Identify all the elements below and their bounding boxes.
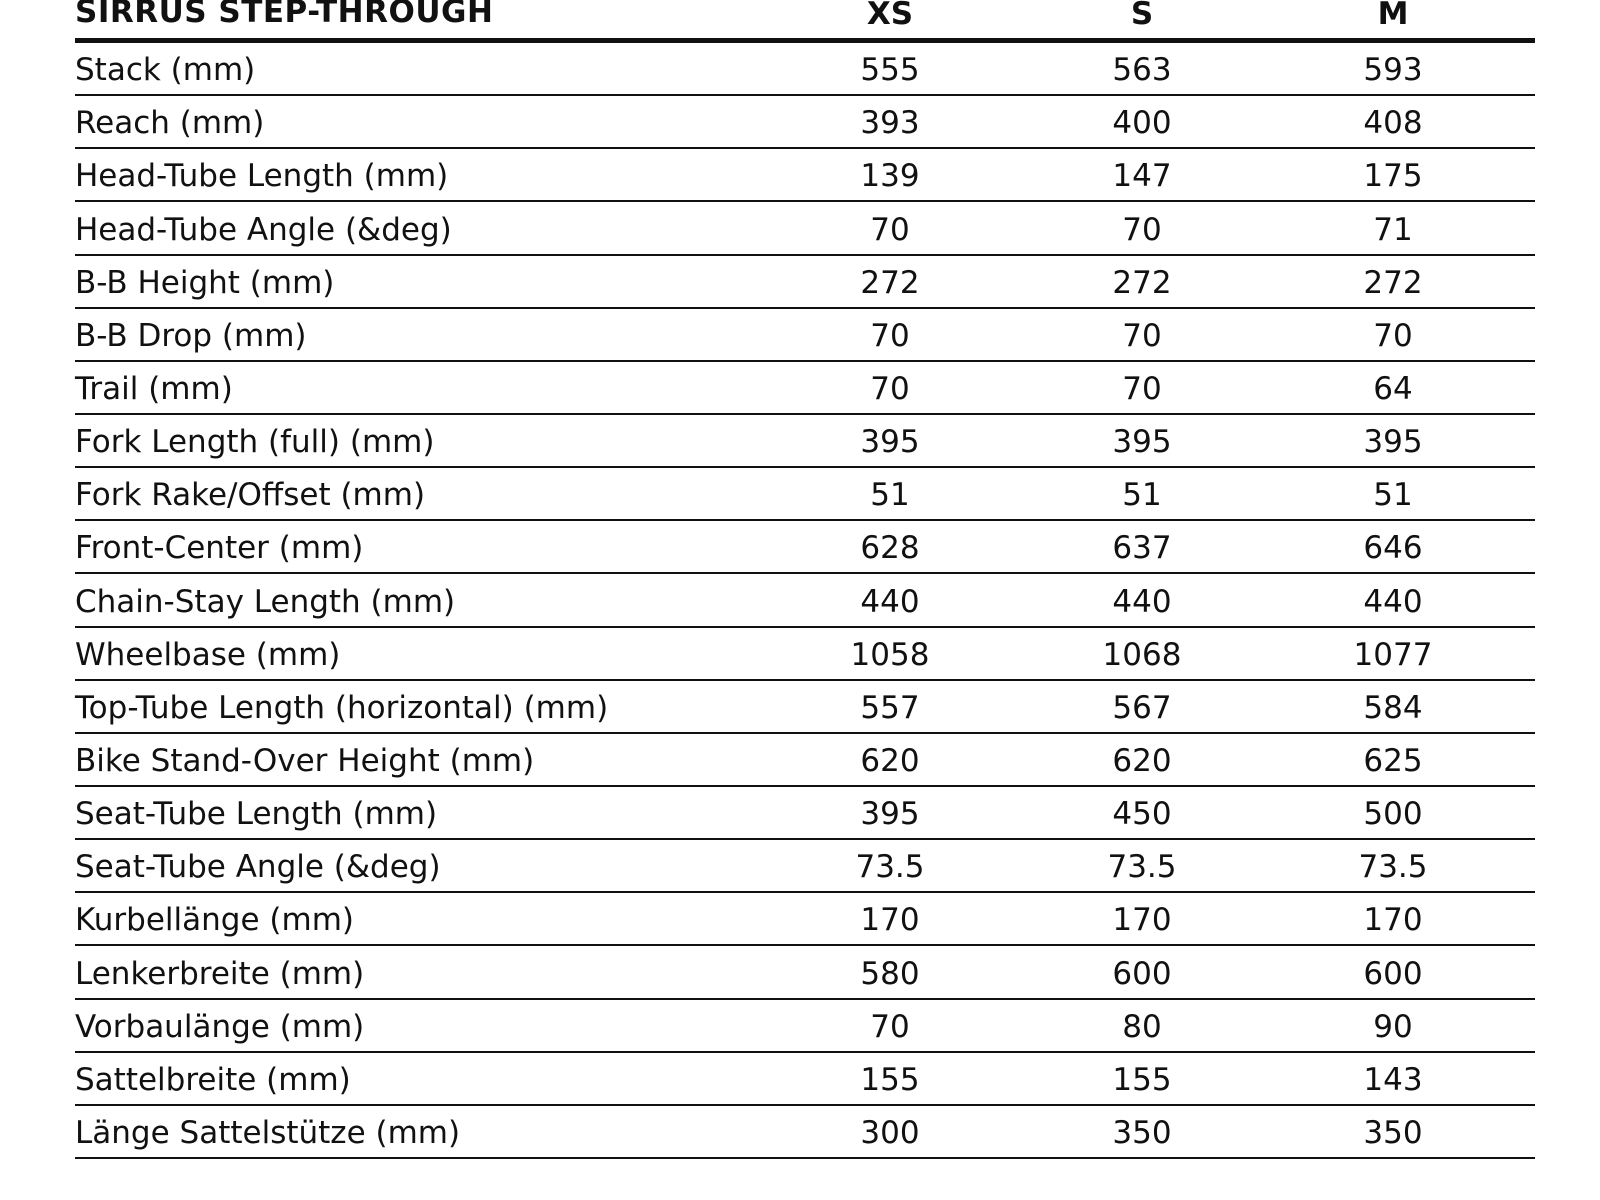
table-row — [75, 521, 1535, 574]
row-value-xs: 272 — [860, 264, 920, 301]
row-label: Head-Tube Angle (&deg) — [75, 211, 452, 248]
row-value-s: 272 — [1112, 264, 1172, 301]
size-header-s: S — [1130, 0, 1154, 32]
row-value-m: 170 — [1363, 902, 1423, 939]
row-value-s: 70 — [1122, 211, 1162, 248]
row-value-xs: 440 — [860, 583, 920, 620]
table-header — [75, 0, 1535, 43]
row-label: Fork Length (full) (mm) — [75, 424, 435, 461]
row-value-s: 1068 — [1102, 636, 1182, 673]
row-label: Sattelbreite (mm) — [75, 1061, 351, 1098]
row-label: Lenkerbreite (mm) — [75, 955, 365, 992]
row-label: Trail (mm) — [75, 370, 233, 407]
row-value-m: 64 — [1373, 370, 1413, 407]
table-row — [75, 1000, 1535, 1053]
row-label: Kurbellänge (mm) — [75, 902, 354, 939]
row-value-s: 147 — [1112, 158, 1172, 195]
table-row — [75, 734, 1535, 787]
row-value-s: 80 — [1122, 1008, 1162, 1045]
row-value-s: 70 — [1122, 317, 1162, 354]
table-row — [75, 628, 1535, 681]
table-row — [75, 681, 1535, 734]
row-value-xs: 70 — [870, 317, 910, 354]
row-value-xs: 139 — [860, 158, 920, 195]
size-header-m: M — [1377, 0, 1409, 32]
row-label: Head-Tube Length (mm) — [75, 158, 449, 195]
row-value-xs: 155 — [860, 1061, 920, 1098]
row-value-m: 500 — [1363, 796, 1423, 833]
table-row — [75, 1053, 1535, 1106]
row-value-s: 440 — [1112, 583, 1172, 620]
row-label: Reach (mm) — [75, 105, 265, 142]
row-value-s: 600 — [1112, 955, 1172, 992]
row-label: Stack (mm) — [75, 52, 256, 89]
row-value-s: 567 — [1112, 689, 1172, 726]
table-row — [75, 309, 1535, 362]
row-value-xs: 580 — [860, 955, 920, 992]
row-value-s: 395 — [1112, 424, 1172, 461]
row-value-s: 350 — [1112, 1114, 1172, 1151]
size-header-xs: XS — [866, 0, 914, 32]
row-value-xs: 395 — [860, 424, 920, 461]
row-label: Front-Center (mm) — [75, 530, 364, 567]
row-value-xs: 1058 — [850, 636, 930, 673]
row-value-s: 170 — [1112, 902, 1172, 939]
row-value-m: 1077 — [1353, 636, 1433, 673]
table-row — [75, 256, 1535, 309]
row-value-m: 593 — [1363, 52, 1423, 89]
table-row — [75, 840, 1535, 893]
row-value-xs: 395 — [860, 796, 920, 833]
row-value-xs: 628 — [860, 530, 920, 567]
row-value-s: 70 — [1122, 370, 1162, 407]
row-value-m: 646 — [1363, 530, 1423, 567]
row-value-m: 350 — [1363, 1114, 1423, 1151]
table-body — [75, 43, 1535, 1159]
row-value-xs: 393 — [860, 105, 920, 142]
row-value-m: 408 — [1363, 105, 1423, 142]
row-value-s: 73.5 — [1107, 849, 1177, 886]
row-label: B-B Drop (mm) — [75, 317, 307, 354]
row-label: B-B Height (mm) — [75, 264, 335, 301]
row-label: Wheelbase (mm) — [75, 636, 341, 673]
table-row — [75, 96, 1535, 149]
row-value-xs: 70 — [870, 370, 910, 407]
table-row — [75, 787, 1535, 840]
row-label: Länge Sattelstütze (mm) — [75, 1114, 461, 1151]
table-title: SIRRUS STEP-THROUGH — [75, 0, 494, 30]
row-value-s: 637 — [1112, 530, 1172, 567]
row-value-xs: 51 — [870, 477, 910, 514]
row-label: Top-Tube Length (horizontal) (mm) — [75, 689, 609, 726]
row-value-s: 563 — [1112, 52, 1172, 89]
table-row — [75, 149, 1535, 202]
row-value-s: 51 — [1122, 477, 1162, 514]
row-label: Bike Stand-Over Height (mm) — [75, 742, 535, 779]
table-row — [75, 946, 1535, 999]
table-row — [75, 468, 1535, 521]
row-label: Fork Rake/Offset (mm) — [75, 477, 426, 514]
row-value-m: 73.5 — [1358, 849, 1428, 886]
row-value-m: 71 — [1373, 211, 1413, 248]
row-value-xs: 555 — [860, 52, 920, 89]
table-row — [75, 415, 1535, 468]
row-value-xs: 70 — [870, 211, 910, 248]
row-label: Chain-Stay Length (mm) — [75, 583, 456, 620]
row-value-m: 600 — [1363, 955, 1423, 992]
row-value-m: 143 — [1363, 1061, 1423, 1098]
row-value-m: 584 — [1363, 689, 1423, 726]
row-label: Seat-Tube Angle (&deg) — [75, 849, 441, 886]
geometry-table — [75, 0, 1535, 1159]
row-value-m: 51 — [1373, 477, 1413, 514]
row-value-m: 440 — [1363, 583, 1423, 620]
table-row — [75, 362, 1535, 415]
row-value-s: 400 — [1112, 105, 1172, 142]
row-value-xs: 300 — [860, 1114, 920, 1151]
row-value-s: 620 — [1112, 742, 1172, 779]
row-value-m: 625 — [1363, 742, 1423, 779]
row-value-xs: 73.5 — [855, 849, 925, 886]
table-row — [75, 574, 1535, 627]
row-value-m: 90 — [1373, 1008, 1413, 1045]
row-value-s: 155 — [1112, 1061, 1172, 1098]
row-value-xs: 557 — [860, 689, 920, 726]
row-value-m: 175 — [1363, 158, 1423, 195]
row-value-m: 395 — [1363, 424, 1423, 461]
row-value-m: 70 — [1373, 317, 1413, 354]
row-label: Seat-Tube Length (mm) — [75, 796, 438, 833]
table-row — [75, 202, 1535, 255]
row-value-xs: 170 — [860, 902, 920, 939]
table-row — [75, 43, 1535, 96]
row-value-xs: 70 — [870, 1008, 910, 1045]
row-value-xs: 620 — [860, 742, 920, 779]
row-value-m: 272 — [1363, 264, 1423, 301]
row-value-s: 450 — [1112, 796, 1172, 833]
row-label: Vorbaulänge (mm) — [75, 1008, 365, 1045]
table-row — [75, 893, 1535, 946]
table-row — [75, 1106, 1535, 1159]
